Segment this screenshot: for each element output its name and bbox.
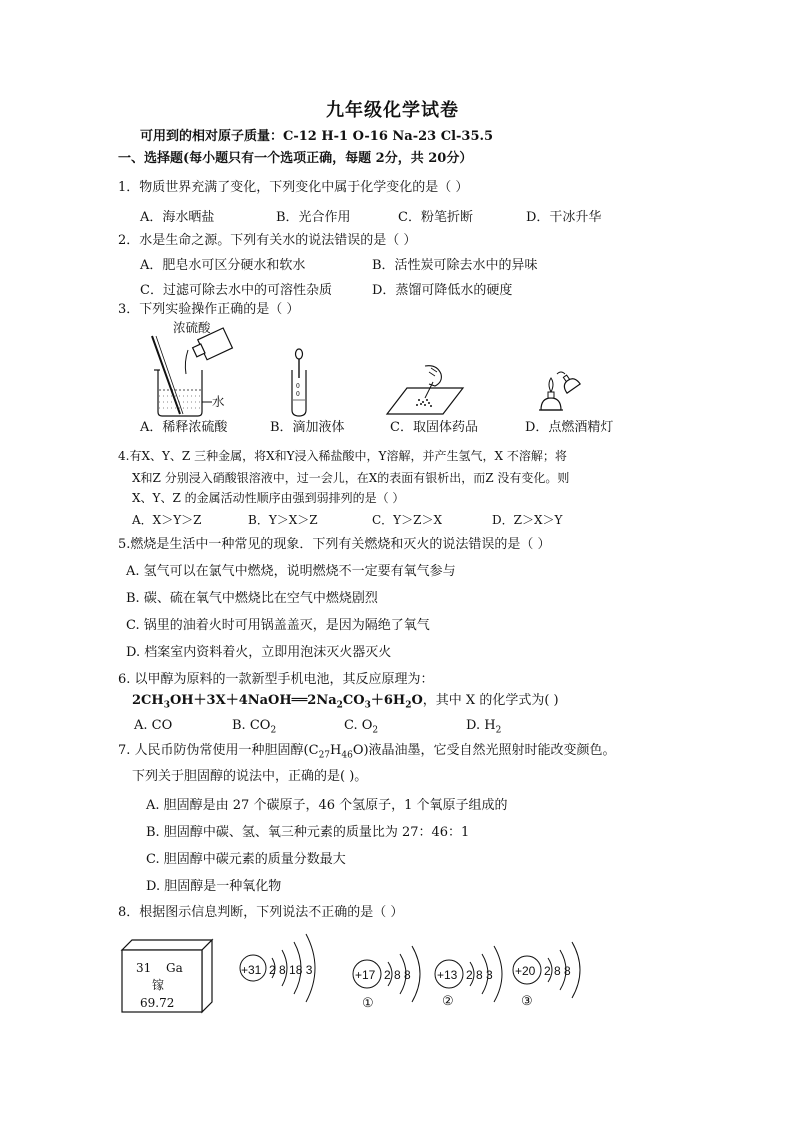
- shell-electrons-3: 2 8 8: [544, 964, 571, 978]
- dilute-acid-illustration: [140, 332, 250, 418]
- alcohol-lamp-illustration: [535, 368, 585, 418]
- q4-option-b[interactable]: B．Y＞X＞Z: [248, 513, 318, 527]
- nucleus-charge-1: +17: [355, 968, 376, 982]
- question-4-line1: 4.有X、Y、Z 三种金属，将X和Y浸入稀盐酸中，Y溶解，并产生氢气，X 不溶解；将: [118, 449, 567, 463]
- q1-option-c[interactable]: C．粉笔折断: [398, 210, 473, 225]
- question-7-stem: 7. 人民币防伪常使用一种胆固醇$(C_{27}H_{46}O)$液晶油墨，它受自然光照射时能改变颜色。: [118, 743, 616, 761]
- q4-option-a[interactable]: A．X＞Y＞Z: [132, 513, 202, 527]
- q3-option-b[interactable]: B．滴加液体: [270, 420, 345, 435]
- q5-option-a[interactable]: A. 氢气可以在氯气中燃烧，说明燃烧不一定要有氧气参与: [126, 564, 456, 579]
- shell-electrons-1: 2 8 8: [384, 968, 411, 982]
- svg-text:0: 0: [296, 383, 300, 390]
- solid-reagent-illustration: [385, 362, 465, 418]
- q7-option-b[interactable]: B. 胆固醇中碳、氢、氧三种元素的质量比为 27：46：1: [146, 825, 470, 840]
- q2-option-a[interactable]: A．肥皂水可区分硬水和软水: [140, 258, 306, 273]
- q4-option-d[interactable]: D．Z＞X＞Y: [492, 513, 563, 527]
- atom-label-2: ②: [442, 994, 454, 1009]
- question-8-stem: 8．根据图示信息判断，下列说法不正确的是（ ）: [118, 905, 404, 920]
- shell-electrons-gallium: 2 8 18 3: [269, 963, 313, 977]
- q6-option-b[interactable]: B. $CO_2$: [232, 718, 277, 736]
- question-6-stem: 6. 以甲醇为原料的一款新型手机电池，其反应原理为：: [118, 672, 434, 687]
- q6-option-a[interactable]: A. CO: [134, 718, 173, 733]
- element-symbol: Ga: [166, 961, 183, 975]
- question-3-stem: 3．下列实验操作正确的是（ ）: [118, 302, 300, 317]
- label-water: 水: [212, 394, 225, 409]
- atom-label-3: ③: [521, 994, 533, 1009]
- q1-option-d[interactable]: D．干冰升华: [526, 210, 602, 225]
- nucleus-charge-3: +20: [515, 964, 536, 978]
- q5-option-b[interactable]: B. 碳、硫在氧气中燃烧比在空气中燃烧剧烈: [126, 591, 378, 606]
- q5-option-d[interactable]: D. 档案室内资料着火，立即用泡沫灭火器灭火: [126, 645, 392, 660]
- dropper-illustration: [284, 348, 314, 418]
- label-concentrated-acid: 浓硫酸: [173, 320, 211, 335]
- svg-text:0: 0: [296, 391, 300, 398]
- q6-option-d[interactable]: D. $H_2$: [466, 718, 502, 736]
- question-6-equation: $2CH_3OH+3X+4NaOH══2Na_2CO_3+6H_2O$，其中 X 的化学式为( ): [132, 693, 559, 711]
- question-4-line3: X、Y、Z 的金属活动性顺序由强到弱排列的是（ ）: [132, 491, 405, 505]
- element-name: 镓: [152, 978, 165, 992]
- q7-option-c[interactable]: C. 胆固醇中碳元素的质量分数最大: [146, 852, 346, 867]
- element-mass: 69.72: [140, 996, 175, 1010]
- q3-option-c[interactable]: C．取固体药品: [390, 420, 478, 435]
- question-1-stem: 1．物质世界充满了变化，下列变化中属于化学变化的是（ ）: [118, 180, 469, 195]
- q1-option-a[interactable]: A．海水晒盐: [140, 210, 215, 225]
- atomic-masses: 可用到的相对原子质量：C-12 H-1 O-16 Na-23 Cl-35.5: [140, 129, 494, 144]
- question-7-stem2: 下列关于胆固醇的说法中，正确的是( )。: [132, 769, 368, 784]
- q3-option-d[interactable]: D．点燃酒精灯: [525, 420, 614, 435]
- q7-option-a[interactable]: A. 胆固醇是由 27 个碳原子，46 个氢原子，1 个氧原子组成的: [146, 798, 508, 813]
- atom-label-1: ①: [362, 996, 374, 1011]
- section-heading: 一、选择题(每小题只有一个选项正确，每题 2分，共 20分）: [118, 151, 473, 166]
- q2-option-c[interactable]: C．过滤可除去水中的可溶性杂质: [140, 283, 332, 298]
- question-4-line2: X和Z 分别浸入硝酸银溶液中，过一会儿，在X的表面有银析出，而Z 没有变化。则: [132, 471, 570, 485]
- page-title: 九年级化学试卷: [326, 100, 459, 121]
- nucleus-charge-2: +13: [437, 968, 458, 982]
- nucleus-charge-gallium: +31: [241, 963, 262, 977]
- q1-option-b[interactable]: B．光合作用: [276, 210, 351, 225]
- q2-option-b[interactable]: B．活性炭可除去水中的异味: [372, 258, 538, 273]
- q2-option-d[interactable]: D．蒸馏可降低水的硬度: [372, 283, 513, 298]
- element-number: 31: [136, 961, 152, 975]
- question-2-stem: 2．水是生命之源。下列有关水的说法错误的是（ ）: [118, 233, 417, 248]
- shell-electrons-2: 2 8 3: [466, 968, 493, 982]
- q4-option-c[interactable]: C．Y＞Z＞X: [372, 513, 442, 527]
- question-5-stem: 5.燃烧是生活中一种常见的现象．下列有关燃烧和灭火的说法错误的是（ ）: [118, 537, 551, 552]
- q3-option-a[interactable]: A．稀释浓硫酸: [140, 420, 228, 435]
- q5-option-c[interactable]: C. 锅里的油着火时可用锅盖盖灭，是因为隔绝了氧气: [126, 618, 430, 633]
- q6-option-c[interactable]: C. $O_2$: [344, 718, 379, 736]
- q7-option-d[interactable]: D. 胆固醇是一种氧化物: [146, 879, 282, 894]
